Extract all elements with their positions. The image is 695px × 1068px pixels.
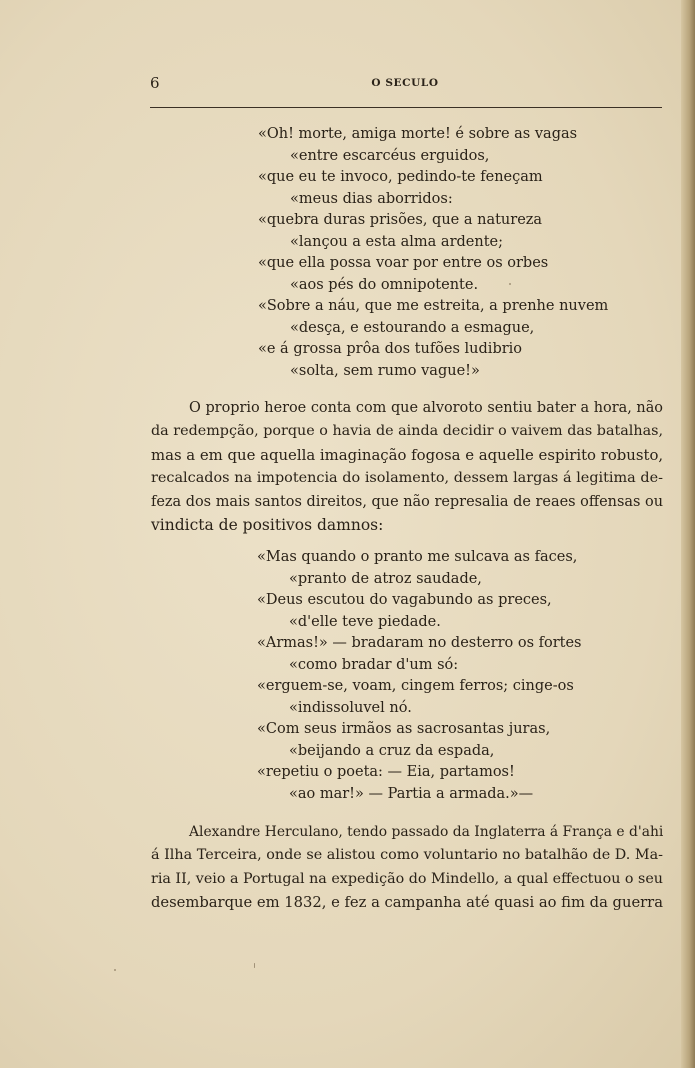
verse-line: «repetiu o poeta: — Eia, partamos! <box>257 764 515 780</box>
paragraph-line: ria II, veio a Portugal na expedição do Mindello, a qual effectuou o seu <box>151 870 663 887</box>
paragraph-2 <box>151 821 663 915</box>
page-edge <box>681 0 695 1068</box>
paragraph-line: feza dos mais santos direitos, que não represalia de reaes offensas ou <box>151 493 663 510</box>
paragraph-line: recalcados na impotencia do isolamento, dessem largas á legitima de- <box>151 470 663 487</box>
verse-line: «meus dias aborridos: <box>290 190 453 207</box>
paragraph-line: O proprio heroe conta com que alvoroto sentiu bater a hora, não <box>189 400 663 416</box>
page-header <box>150 74 660 96</box>
verse-line: «Mas quando o pranto me sulcava as faces, <box>257 549 578 565</box>
verse-line: «Armas!» — bradaram no desterro os fortes <box>257 635 582 651</box>
verse-line: «indissoluvel nó. <box>289 699 412 716</box>
verse-line: «solta, sem rumo vague!» <box>290 362 480 379</box>
page-number: 6 <box>150 74 160 92</box>
verse-line: «ao mar!» — Partia a armada.»— <box>289 785 534 802</box>
verse-line: «entre escarcéus erguidos, <box>290 147 490 164</box>
verse-line: «como bradar d'um só: <box>289 656 459 673</box>
verse-line: «erguem-se, voam, cingem ferros; cinge-os <box>257 678 574 694</box>
paragraph-line: desembarque em 1832, e fez a campanha até quasi ao fim da guerra <box>151 894 663 912</box>
verse-block-1 <box>258 124 608 382</box>
verse-line: «lançou a esta alma ardente; <box>290 233 504 250</box>
verse-line: «pranto de atroz saudade, <box>289 570 482 587</box>
verse-line: «Deus escutou do vagabundo as preces, <box>257 592 552 608</box>
verse-line: «que eu te invoco, pedindo-te feneçam <box>258 169 543 185</box>
verse-block-2 <box>257 547 582 805</box>
verse-line: «Sobre a náu, que me estreita, a prenhe nuvem <box>258 298 609 314</box>
verse-line: «Oh! morte, amiga morte! é sobre as vagas <box>258 126 578 142</box>
paper-speck <box>254 963 255 968</box>
paragraph-line: á Ilha Terceira, onde se alistou como voluntario no batalhão de D. Ma- <box>151 847 663 864</box>
verse-line: «beijando a cruz da espada, <box>289 742 495 759</box>
verse-line: «aos pés do omnipotente. <box>290 276 479 293</box>
paragraph-line: vindicta de positivos damnos: <box>151 515 384 534</box>
verse-line: «desça, e estourando a esmague, <box>290 319 535 336</box>
verse-line: «Com seus irmãos as sacrosantas juras, <box>257 721 551 737</box>
paragraph-line: mas a em que aquella imaginação fogosa e aquelle espirito robusto, <box>151 445 664 464</box>
verse-line: «e á grossa prôa dos tufões ludibrio <box>258 341 523 357</box>
header-rule <box>150 107 662 108</box>
paragraph-line: da redempção, porque o havia de ainda decidir o vaivem das batalhas, <box>151 423 663 440</box>
paragraph-line: Alexandre Herculano, tendo passado da Inglaterra á França e d'ahi <box>189 824 664 840</box>
paper-speck <box>509 283 511 285</box>
running-title: O SECULO <box>371 77 439 89</box>
verse-line: «quebra duras prisões, que a natureza <box>258 212 543 228</box>
verse-line: «que ella possa voar por entre os orbes <box>258 255 549 271</box>
paragraph-1 <box>151 397 663 537</box>
paper-speck <box>114 969 116 971</box>
verse-line: «d'elle teve piedade. <box>289 613 441 630</box>
